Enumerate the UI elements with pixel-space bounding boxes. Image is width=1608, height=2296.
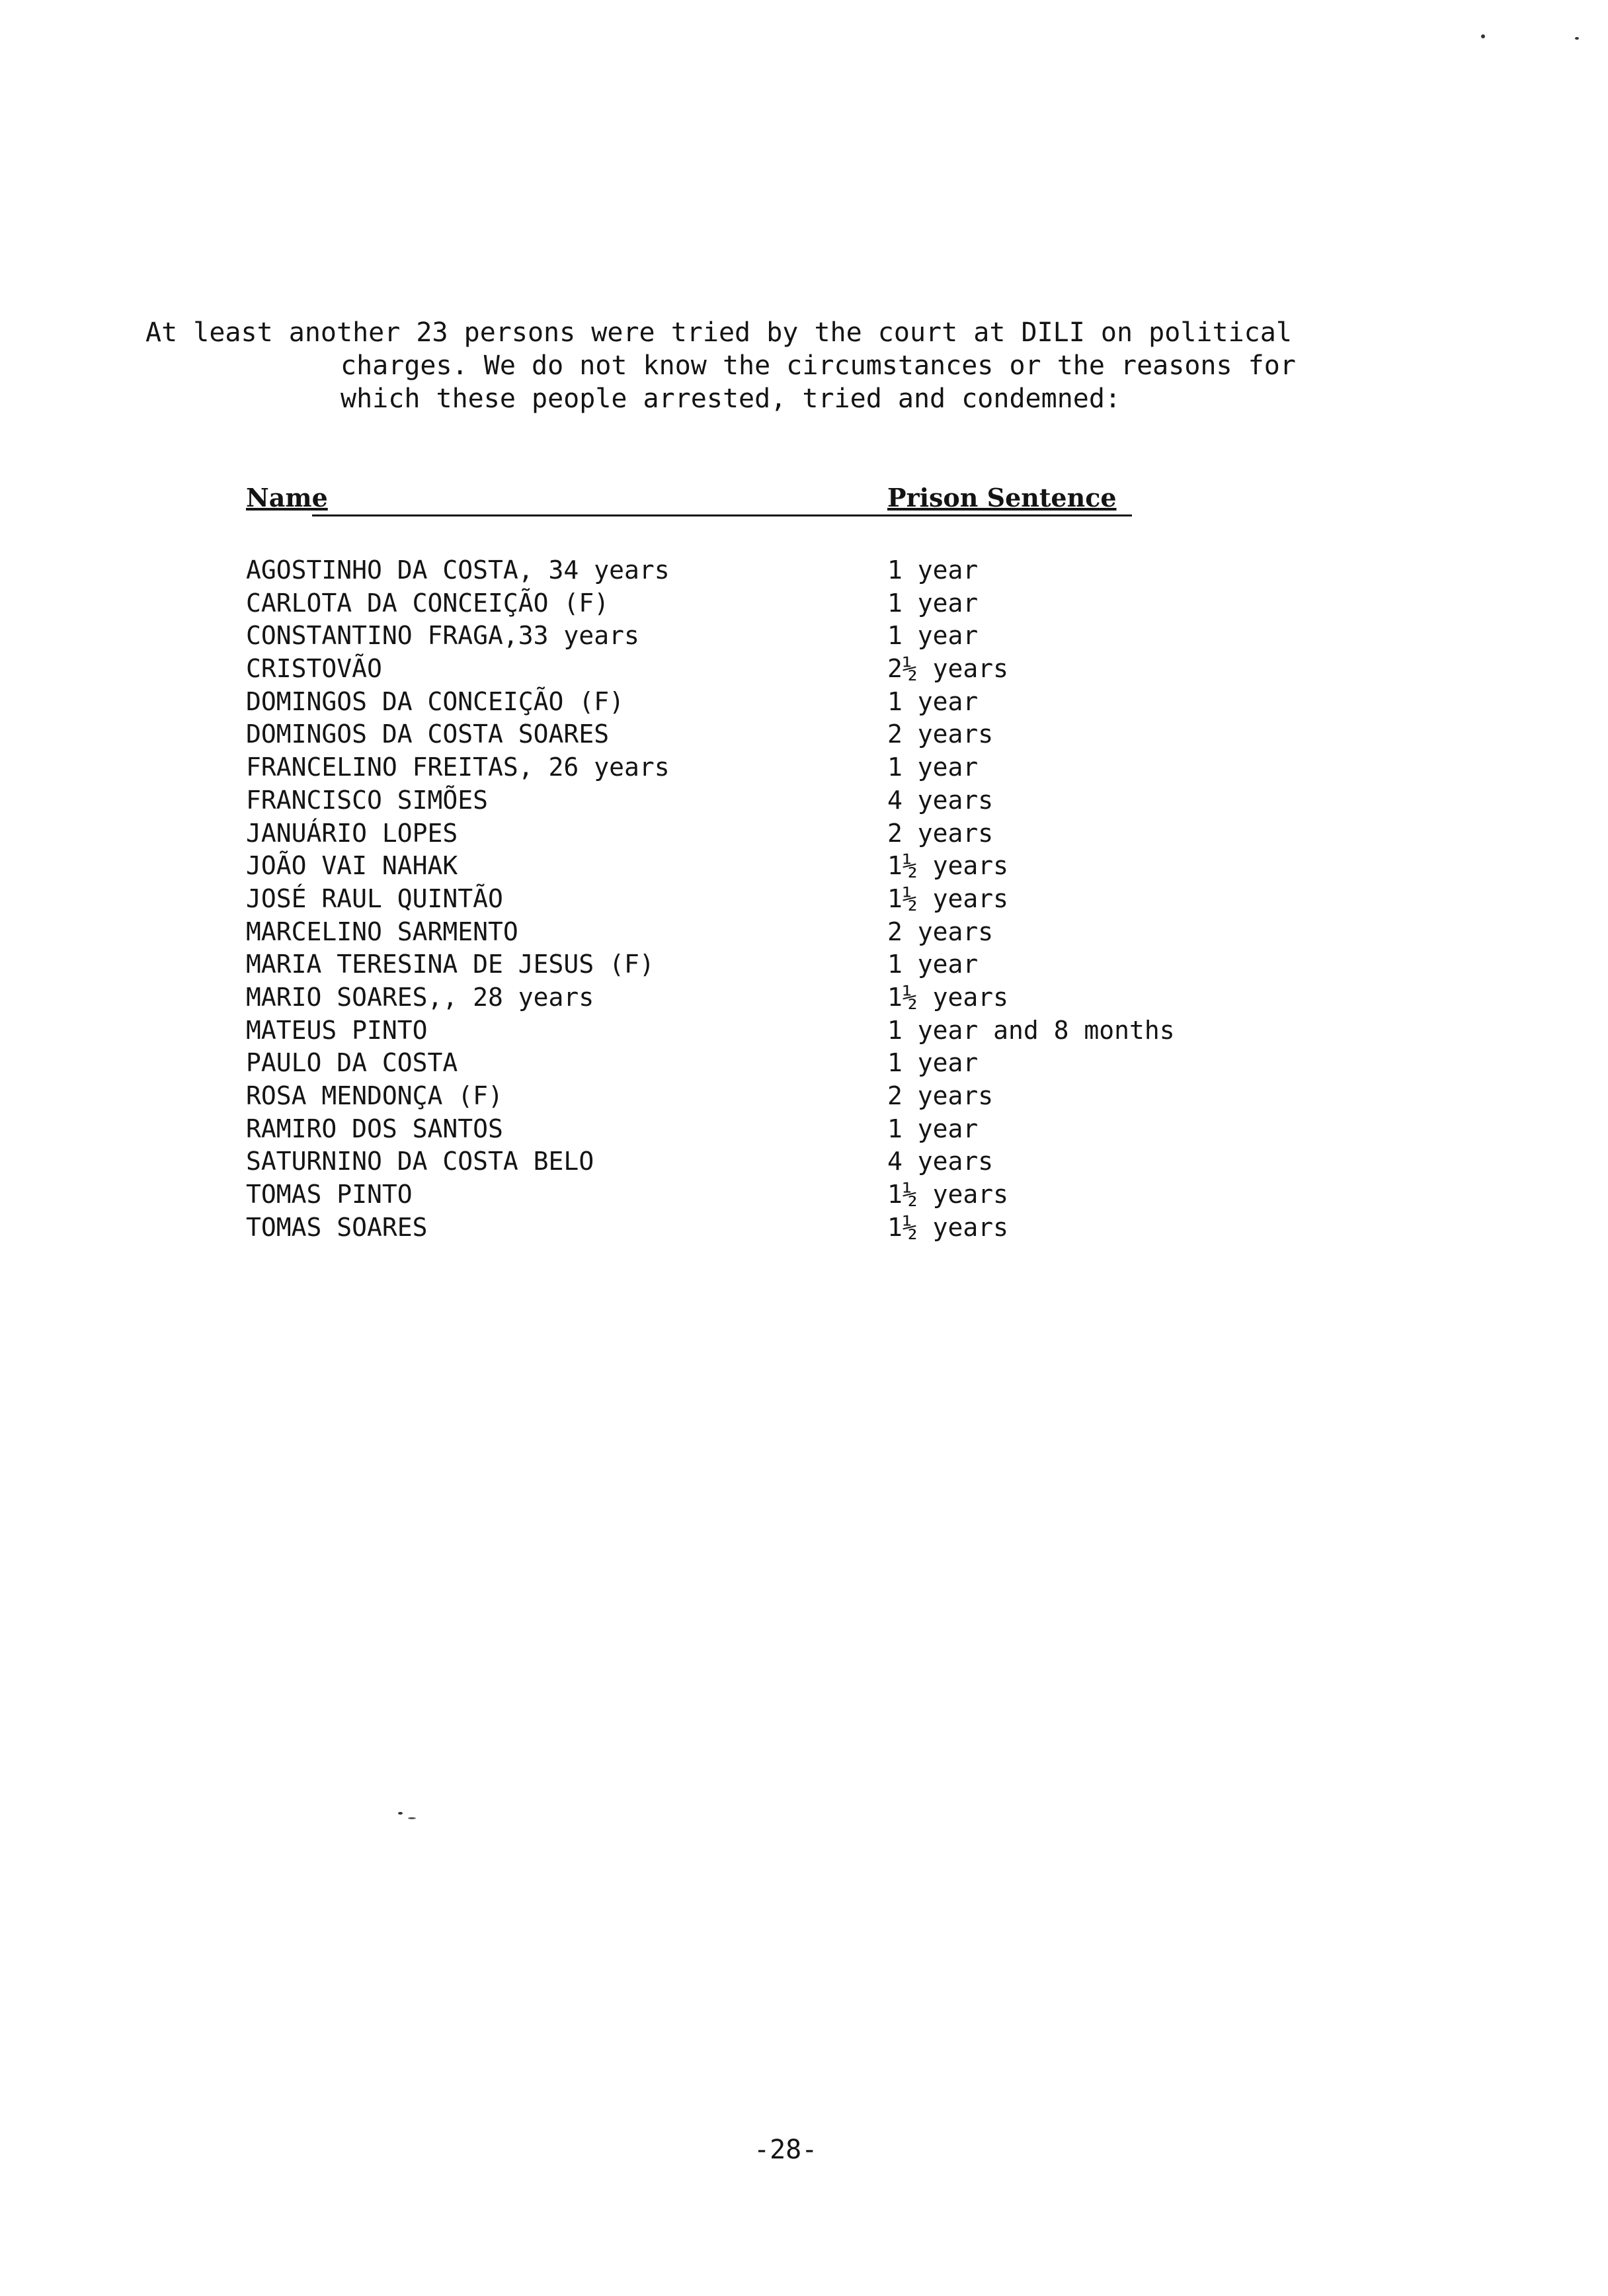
scan-speck <box>398 1812 403 1815</box>
table-row <box>246 620 1238 653</box>
table-row <box>246 916 1238 949</box>
row-sentence: 1 year <box>887 686 979 716</box>
table-row <box>246 1145 1238 1178</box>
row-sentence: 1 year <box>887 1114 979 1143</box>
row-name: JOSÉ RAUL QUINTÃO <box>246 883 503 913</box>
row-name: FRANCELINO FREITAS, 26 years <box>246 753 670 782</box>
row-sentence: 1 year and 8 months <box>887 1015 1175 1045</box>
row-sentence: 2 years <box>887 719 994 749</box>
column-header-sentence: Prison Sentence <box>887 483 1117 512</box>
row-sentence: 1 year <box>887 621 979 651</box>
scan-speck <box>1481 34 1485 38</box>
row-sentence: 1½ years <box>887 1212 1009 1242</box>
row-name: DOMINGOS DA CONCEIÇÃO (F) <box>246 686 624 716</box>
table-row <box>246 784 1238 817</box>
row-sentence: 2 years <box>887 1081 994 1110</box>
table-row <box>246 751 1238 784</box>
sentence-table <box>246 554 1238 1244</box>
row-name: MARCELINO SARMENTO <box>246 917 518 946</box>
row-name: JOÃO VAI NAHAK <box>246 851 458 881</box>
table-row <box>246 850 1238 883</box>
table-row <box>246 1080 1238 1113</box>
row-name: PAULO DA COSTA <box>246 1048 458 1078</box>
row-name: CONSTANTINO FRAGA,33 years <box>246 621 639 651</box>
column-header-name: Name <box>246 483 328 512</box>
table-row <box>246 981 1238 1014</box>
row-sentence: 4 years <box>887 785 994 815</box>
table-row <box>246 587 1238 620</box>
row-name: DOMINGOS DA COSTA SOARES <box>246 719 610 749</box>
intro-line-3: which these people arrested, tried and condemned: <box>341 384 1121 414</box>
sentence-table-header <box>246 483 1132 522</box>
row-sentence: 1 year <box>887 1048 979 1078</box>
header-rule <box>312 514 1132 516</box>
row-name: SATURNINO DA COSTA BELO <box>246 1147 594 1176</box>
row-sentence: 4 years <box>887 1147 994 1176</box>
table-row <box>246 1178 1238 1211</box>
page-number: -28- <box>754 2135 818 2165</box>
scan-speck <box>1575 37 1579 40</box>
row-sentence: 1½ years <box>887 982 1009 1012</box>
row-name: JANUÁRIO LOPES <box>246 818 458 848</box>
row-name: MARIO SOARES,, 28 years <box>246 982 594 1012</box>
intro-paragraph <box>145 316 1349 415</box>
row-name: CARLOTA DA CONCEIÇÃO (F) <box>246 588 610 618</box>
row-sentence: 2 years <box>887 818 994 848</box>
table-row <box>246 554 1238 587</box>
row-name: ROSA MENDONÇA (F) <box>246 1081 503 1110</box>
row-name: AGOSTINHO DA COSTA, 34 years <box>246 555 670 585</box>
row-sentence: 2 years <box>887 917 994 946</box>
scan-speck <box>408 1817 416 1819</box>
row-sentence: 1½ years <box>887 851 1009 881</box>
row-sentence: 1½ years <box>887 1180 1009 1210</box>
table-row <box>246 1113 1238 1146</box>
row-name: RAMIRO DOS SANTOS <box>246 1114 503 1143</box>
row-sentence: 1 year <box>887 555 979 585</box>
row-name: FRANCISCO SIMÕES <box>246 785 489 815</box>
table-row <box>246 948 1238 981</box>
row-sentence: 1½ years <box>887 883 1009 913</box>
row-sentence: 1 year <box>887 753 979 782</box>
row-name: TOMAS PINTO <box>246 1180 413 1210</box>
row-sentence: 1 year <box>887 950 979 979</box>
row-name: TOMAS SOARES <box>246 1212 428 1242</box>
table-row <box>246 1211 1238 1245</box>
intro-line-1: At least another 23 persons were tried by the court at DILI on political <box>145 317 1292 348</box>
table-row <box>246 686 1238 719</box>
intro-line-2: charges. We do not know the circumstances or the reasons for <box>341 350 1296 381</box>
row-name: MATEUS PINTO <box>246 1015 428 1045</box>
row-sentence: 1 year <box>887 588 979 618</box>
row-name: CRISTOVÃO <box>246 654 382 684</box>
table-row <box>246 1014 1238 1047</box>
table-row <box>246 817 1238 850</box>
table-row <box>246 1047 1238 1080</box>
table-row <box>246 718 1238 751</box>
table-row <box>246 883 1238 916</box>
table-row <box>246 653 1238 686</box>
row-name: MARIA TERESINA DE JESUS (F) <box>246 950 655 979</box>
row-sentence: 2½ years <box>887 654 1009 684</box>
